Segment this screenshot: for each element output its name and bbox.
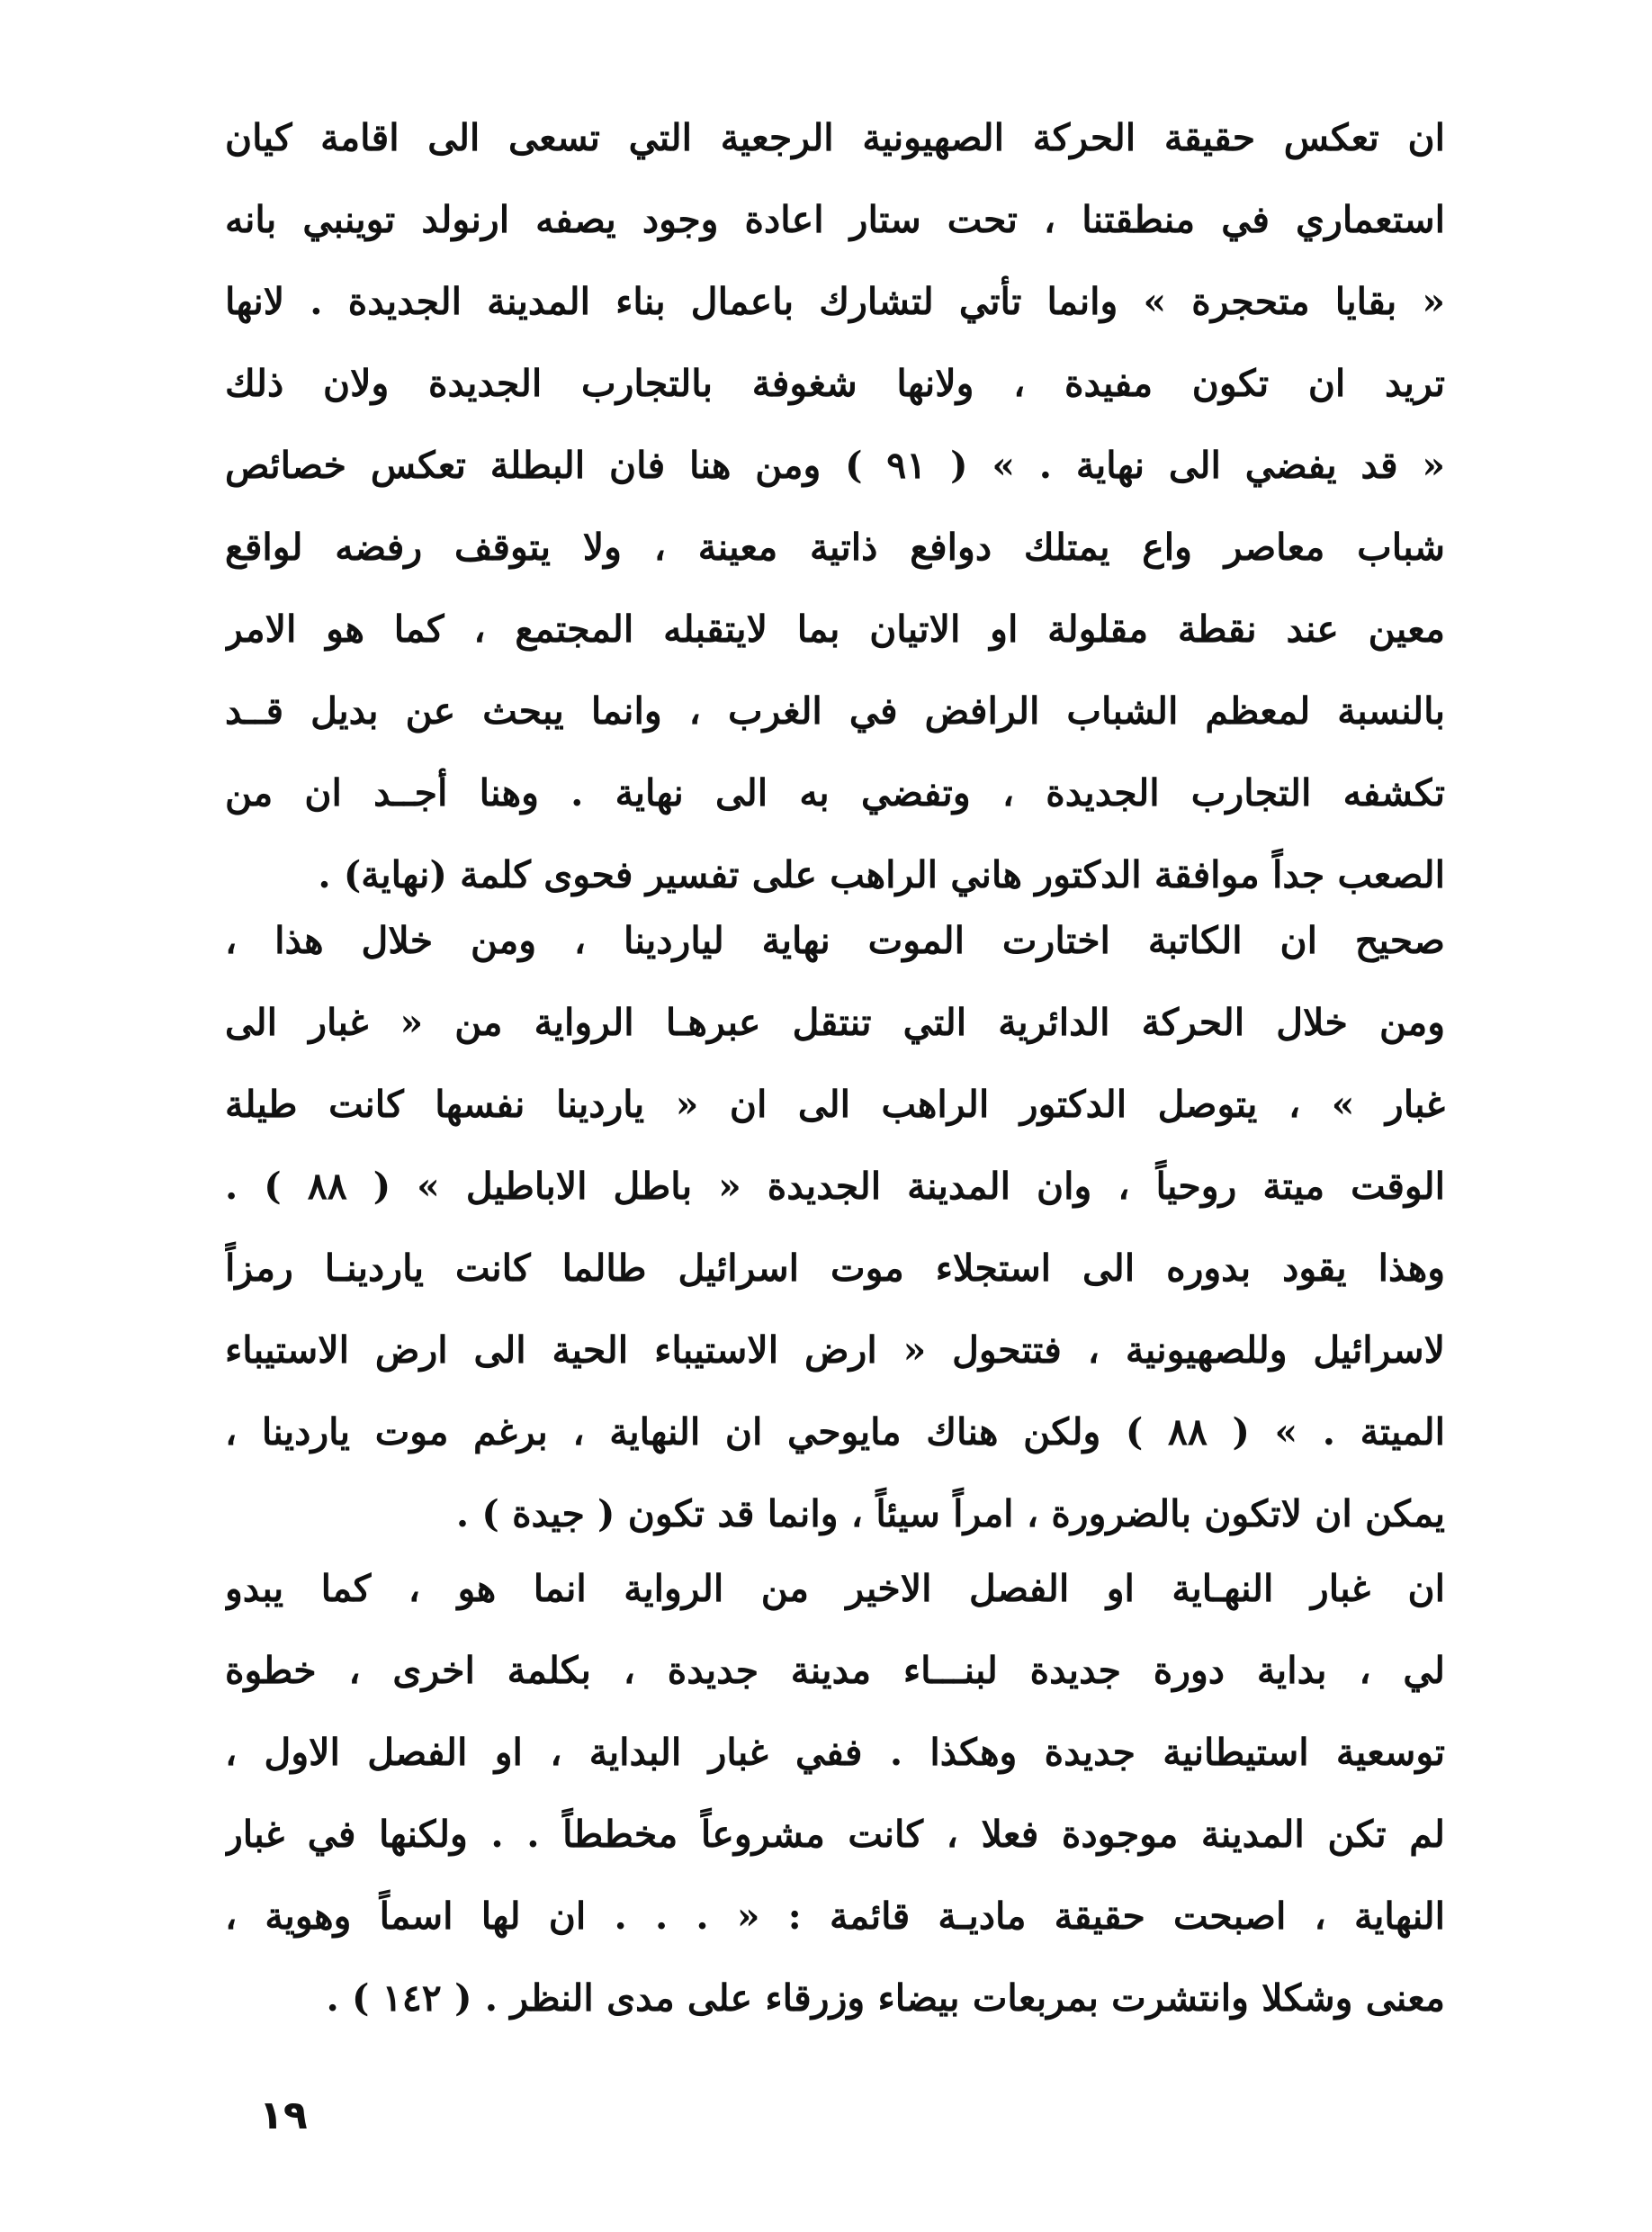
paragraph-line: لي ، بداية دورة جديدة لبنـــاء مدينة جديدة ، بكلمة اخرى ، خطوة bbox=[225, 1649, 1445, 1692]
paragraph-line: تكشفه التجارب الجديدة ، وتفضي به الى نهاية . وهنا أجــد ان من bbox=[225, 771, 1445, 814]
paragraph-line: ومن خلال الحركة الدائرية التي تنتقل عبرهـا الرواية من « غبار الى bbox=[225, 1001, 1445, 1044]
paragraph-line: « بقايا متحجرة » وانما تأتي لتشارك باعمال بناء المدينة الجديدة . لانها bbox=[225, 280, 1445, 323]
paragraph-line: النهاية ، اصبحت حقيقة ماديـة قائمة : « . . . ان لها اسماً وهوية ، bbox=[225, 1894, 1445, 1938]
paragraph-line: غبار » ، يتوصل الدكتور الراهب الى ان « ياردينا نفسها كانت طيلة bbox=[225, 1083, 1445, 1126]
paragraph-line: الميتة . » ( ٨٨ ) ولكن هناك مايوحي ان النهاية ، برغم موت ياردينا ، bbox=[225, 1410, 1445, 1454]
paragraph-3 bbox=[225, 1548, 1445, 2039]
paragraph-line: توسعية استيطانية جديدة وهكذا . ففي غبار البداية ، او الفصل الاول ، bbox=[225, 1731, 1445, 1774]
paragraph-line: بالنسبة لمعظم الشباب الرافض في الغرب ، وانما يبحث عن بديل قــد bbox=[225, 689, 1445, 733]
paragraph-line: ان غبار النهـاية او الفصل الاخير من الرواية انما هو ، كما يبدو bbox=[225, 1567, 1445, 1610]
paragraph-2 bbox=[225, 900, 1445, 1555]
paragraph-line: معين عند نقطة مقلولة او الاتيان بما لايتقبله المجتمع ، كما هو الامر bbox=[225, 608, 1445, 651]
page-number: ١٩ bbox=[259, 2092, 308, 2138]
paragraph-line: لم تكن المدينة موجودة فعلا ، كانت مشروعاً مخططاً . . ولكنها في غبار bbox=[225, 1813, 1445, 1856]
paragraph-line: الوقت ميتة روحياً ، وان المدينة الجديدة « باطل الاباطيل » ( ٨٨ ) . bbox=[225, 1165, 1445, 1208]
paragraph-line: لاسرائيل وللصهيونية ، فتتحول « ارض الاستيباء الحية الى ارض الاستيباء bbox=[225, 1328, 1445, 1372]
paragraph-line: استعماري في منطقتنا ، تحت ستار اعادة وجود يصفه ارنولد توينبي بانه bbox=[225, 198, 1445, 241]
paragraph-1 bbox=[225, 97, 1445, 916]
paragraph-line: تريد ان تكون مفيدة ، ولانها شغوفة بالتجارب الجديدة ولان ذلك bbox=[225, 362, 1445, 405]
paragraph-line: يمكن ان لاتكون بالضرورة ، امراً سيئاً ، وانما قد تكون ( جيدة ) . bbox=[455, 1492, 1445, 1535]
paragraph-line: معنى وشكلا وانتشرت بمربعات بيضاء وزرقاء على مدى النظر . ( ١٤٢ ) . bbox=[326, 1976, 1445, 2020]
paragraph-line: شباب معاصر واع يمتلك دوافع ذاتية معينة ، ولا يتوقف رفضه لواقع bbox=[225, 526, 1445, 569]
paragraph-line: صحيح ان الكاتبة اختارت الموت نهاية لياردينا ، ومن خلال هذا ، bbox=[225, 919, 1445, 962]
paragraph-line: « قد يفضي الى نهاية . » ( ٩١ ) ومن هنا فان البطلة تعكس خصائص bbox=[225, 444, 1445, 487]
paragraph-line: ان تعكس حقيقة الحركة الصهيونية الرجعية التي تسعى الى اقامة كيان bbox=[225, 116, 1445, 159]
paragraph-line: الصعب جداً موافقة الدكتور هاني الراهب على تفسير فحوى كلمة (نهاية) . bbox=[318, 853, 1445, 896]
paragraph-line: وهذا يقود بدوره الى استجلاء موت اسرائيل طالما كانت ياردينـا رمزاً bbox=[225, 1246, 1445, 1290]
